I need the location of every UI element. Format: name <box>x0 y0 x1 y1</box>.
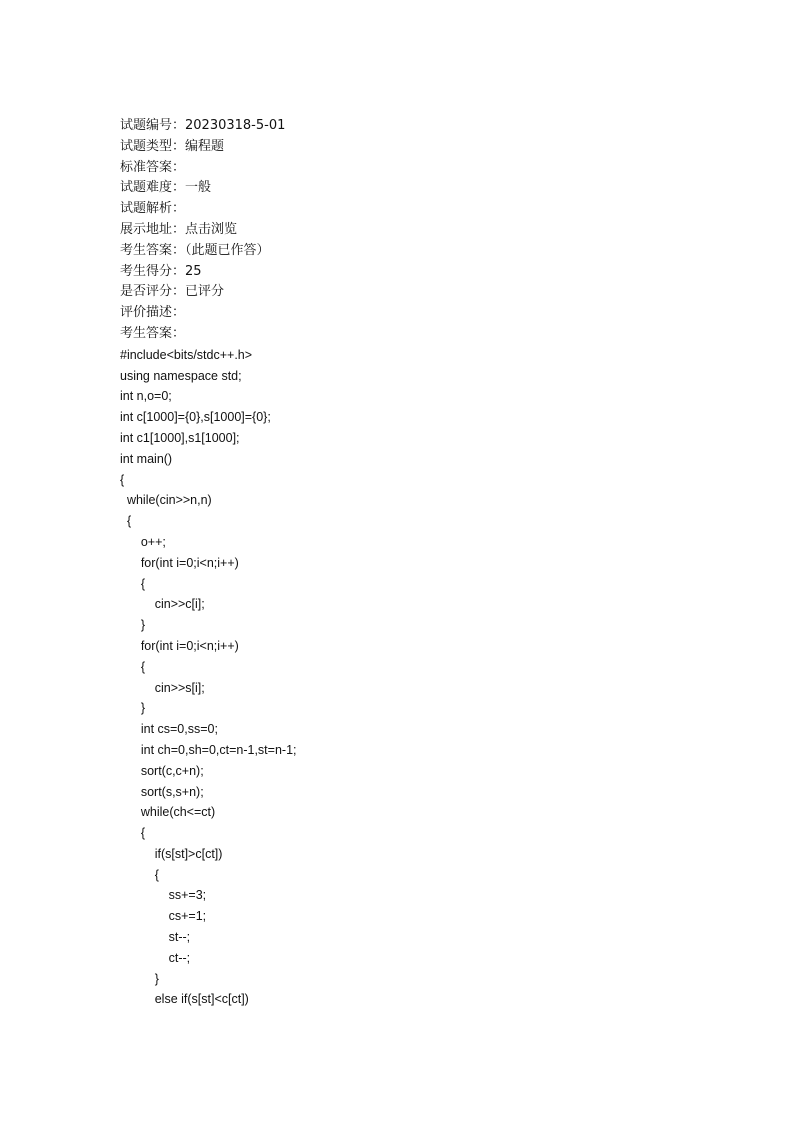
code-line: for(int i=0;i<n;i++) <box>120 555 239 570</box>
meta-display-address-line <box>120 220 760 241</box>
meta-candidate-answer-value: （此题已作答） <box>185 242 270 258</box>
meta-evaluation-label: 评价描述： <box>120 305 186 321</box>
document-page <box>120 116 760 1010</box>
meta-candidate-answer-line-2 <box>120 324 760 345</box>
meta-graded-value: 已评分 <box>185 284 225 300</box>
code-line: int c1[1000],s1[1000]; <box>120 430 240 445</box>
meta-standard-answer-line <box>120 158 760 179</box>
code-line: using namespace std; <box>120 368 242 383</box>
code-line: } <box>120 618 146 633</box>
code-line: while(ch<=ct) <box>120 805 216 820</box>
meta-type-label: 试题类型： <box>120 138 186 154</box>
code-line: int n,o=0; <box>120 389 172 404</box>
meta-candidate-answer-line <box>120 241 760 262</box>
code-line: for(int i=0;i<n;i++) <box>120 638 239 653</box>
code-line: { <box>120 514 132 529</box>
code-line: int cs=0,ss=0; <box>120 722 218 737</box>
code-line: int ch=0,sh=0,ct=n-1,st=n-1; <box>120 742 297 757</box>
code-line: int main() <box>120 451 173 466</box>
meta-standard-answer-label: 标准答案： <box>120 159 186 175</box>
code-line: } <box>120 701 146 716</box>
code-line: sort(s,s+n); <box>120 784 204 799</box>
meta-analysis-label: 试题解析： <box>120 201 186 217</box>
meta-candidate-answer-label: 考生答案： <box>120 242 186 258</box>
code-line: st--; <box>120 930 191 945</box>
code-line: { <box>120 659 146 674</box>
code-line: #include<bits/stdc++.h> <box>120 347 253 362</box>
code-line: ss+=3; <box>120 888 207 903</box>
code-line: while(cin>>n,n) <box>120 493 212 508</box>
meta-score-value: 25 <box>185 263 202 279</box>
meta-id-value: 20230318-5-01 <box>185 118 286 133</box>
display-address-link[interactable]: 点击浏览 <box>185 221 238 237</box>
code-block <box>120 345 760 1011</box>
meta-type-value: 编程题 <box>185 138 225 154</box>
meta-candidate-answer-label-2: 考生答案： <box>120 325 186 341</box>
meta-analysis-line <box>120 199 760 220</box>
code-line: else if(s[st]<c[ct]) <box>120 992 249 1007</box>
code-line: if(s[st]>c[ct]) <box>120 846 223 861</box>
code-line: ct--; <box>120 950 191 965</box>
code-line: cin>>s[i]; <box>120 680 205 695</box>
code-line: { <box>120 826 146 841</box>
code-line: { <box>120 867 159 882</box>
code-line: { <box>120 576 146 591</box>
meta-display-address-label: 展示地址： <box>120 221 186 237</box>
meta-difficulty-label: 试题难度： <box>120 180 186 196</box>
meta-id-label: 试题编号： <box>120 118 186 133</box>
meta-difficulty-line <box>120 178 760 199</box>
meta-id-line <box>120 116 760 137</box>
code-line: sort(c,c+n); <box>120 763 204 778</box>
code-line: o++; <box>120 534 166 549</box>
meta-score-label: 考生得分： <box>120 263 186 279</box>
meta-evaluation-line <box>120 303 760 324</box>
code-line: cin>>c[i]; <box>120 597 205 612</box>
code-line: { <box>120 472 125 487</box>
meta-difficulty-value: 一般 <box>185 180 212 196</box>
meta-type-line <box>120 137 760 158</box>
code-line: cs+=1; <box>120 909 207 924</box>
meta-graded-label: 是否评分： <box>120 284 186 300</box>
code-line: } <box>120 971 159 986</box>
meta-graded-line <box>120 282 760 303</box>
meta-score-line <box>120 262 760 283</box>
code-line: int c[1000]={0},s[1000]={0}; <box>120 410 271 425</box>
